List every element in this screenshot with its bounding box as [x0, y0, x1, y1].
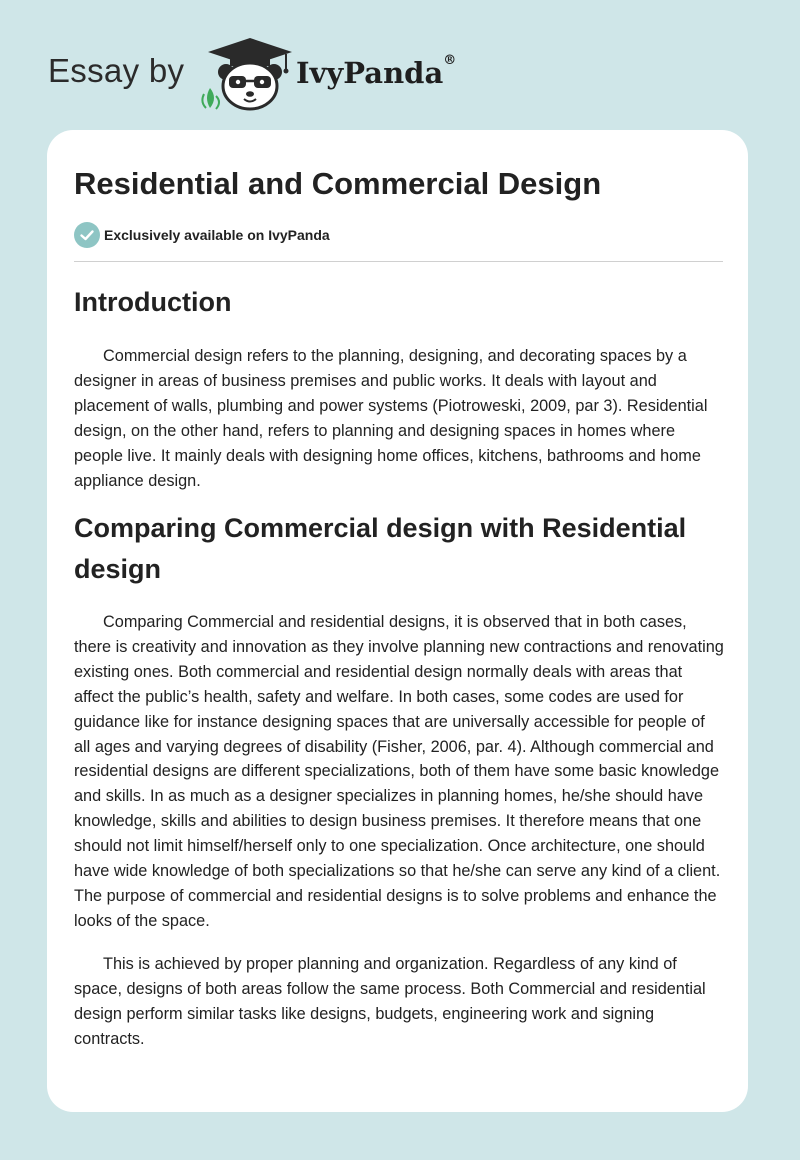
essay-card: [47, 130, 748, 1112]
registered-mark: ®: [443, 53, 457, 68]
page-title: Residential and Commercial Design: [74, 166, 602, 201]
section-heading-comparing: Comparing Commercial design with Residential design: [74, 513, 687, 584]
check-badge-icon: [74, 222, 100, 248]
badge-text: Exclusively available on IvyPanda: [104, 227, 330, 243]
paragraph: Comparing Commercial and residential designs, it is observed that in both cases, there is creativity and innovation as they involve planning new contractions and renovating existing ones. Both commercial and residential design normally deals with areas that affect the public’s health, safety and welfare. In both cases, some codes are used for guidance like for instance designing spaces that are universally accessible for people of all ages and varying degrees of disability (Fisher, 2006, par. 4). Although commercial and residential designs are different specializations, both of them have some basic knowledge and skills. In as much as a designer specializes in planning homes, he/she should have knowledge, skills and abilities to design business premises. It therefore means that one should not limit himself/herself only to one specialization. Once architecture, one should have wide knowledge of both specializations so that he/she can serve any kind of a client. The purpose of commercial and residential designs is to solve problems and enhance the looks of the space.: [74, 613, 724, 930]
panda-logo-icon: [200, 36, 300, 112]
brand-prefix: Essay by: [48, 52, 185, 89]
paragraph: Commercial design refers to the planning, designing, and decorating spaces by a designer in areas of business premises and public works. It deals with layout and placement of walls, plumbing and power systems (Piotroweski, 2009, par 3). Residential design, on the other hand, refers to planning and designing spaces in homes where people live. It mainly deals with designing home offices, kitchens, bathrooms and home appliance design.: [74, 347, 708, 490]
paragraph: This is achieved by proper planning and organization. Regardless of any kind of space, designs of both areas follow the same process. Both Commercial and residential design perform similar tasks like designs, budgets, engineering work and signing contracts.: [74, 955, 706, 1048]
brand-header: [48, 36, 488, 116]
brand-name: IvyPanda®: [296, 53, 457, 90]
divider: [74, 261, 723, 262]
section-heading-introduction: Introduction: [74, 287, 232, 317]
